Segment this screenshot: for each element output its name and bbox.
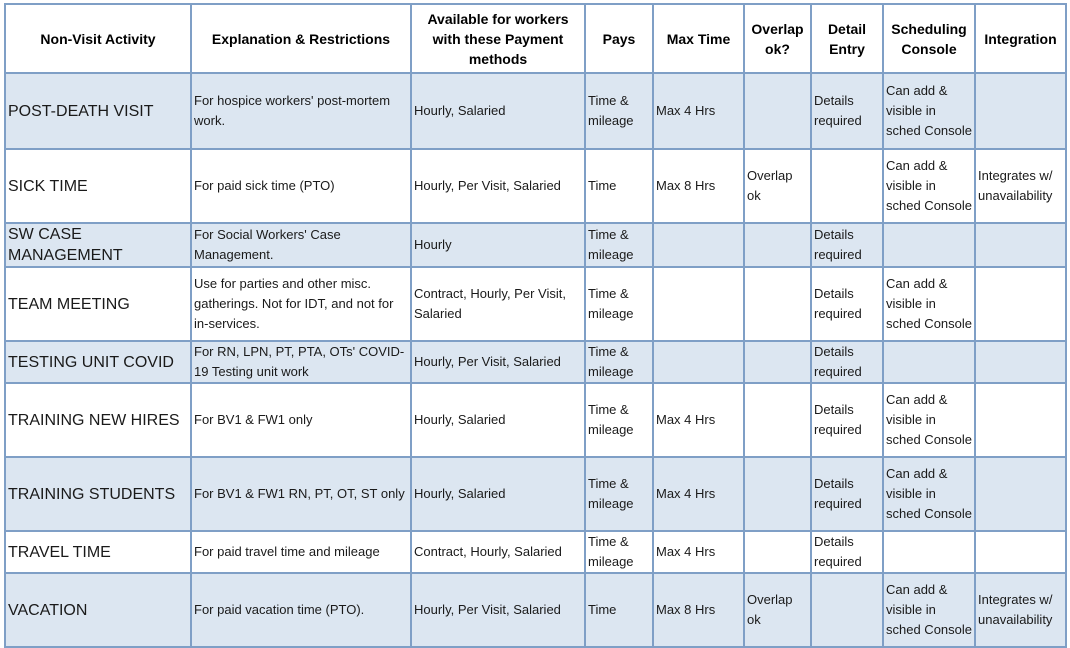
cell-activity: TEAM MEETING (5, 267, 191, 341)
cell-explanation: For BV1 & FW1 RN, PT, OT, ST only (191, 457, 411, 531)
cell-pays: Time & mileage (585, 457, 653, 531)
cell-pays: Time & mileage (585, 73, 653, 149)
cell-payment-methods: Hourly, Salaried (411, 383, 585, 457)
cell-overlap (744, 531, 811, 573)
cell-pays: Time & mileage (585, 383, 653, 457)
table-row (5, 223, 1066, 267)
header-pays: Pays (585, 4, 653, 73)
non-visit-activity-table (4, 3, 1067, 648)
cell-payment-methods: Hourly, Per Visit, Salaried (411, 573, 585, 647)
header-scheduling-console: Scheduling Console (883, 4, 975, 73)
cell-integration (975, 457, 1066, 531)
cell-pays: Time & mileage (585, 341, 653, 383)
table-row (5, 149, 1066, 223)
header-payment-methods: Available for workers with these Payment methods (411, 4, 585, 73)
cell-activity: TRAINING STUDENTS (5, 457, 191, 531)
cell-pays: Time (585, 149, 653, 223)
cell-payment-methods: Contract, Hourly, Per Visit, Salaried (411, 267, 585, 341)
table-row (5, 383, 1066, 457)
cell-overlap (744, 383, 811, 457)
cell-detail-entry: Details required (811, 223, 883, 267)
cell-scheduling-console: Can add & visible in sched Console (883, 149, 975, 223)
cell-activity: VACATION (5, 573, 191, 647)
cell-payment-methods: Hourly, Salaried (411, 73, 585, 149)
cell-integration (975, 341, 1066, 383)
cell-detail-entry: Details required (811, 341, 883, 383)
cell-integration: Integrates w/ unavailability (975, 149, 1066, 223)
cell-overlap: Overlap ok (744, 149, 811, 223)
cell-detail-entry: Details required (811, 267, 883, 341)
cell-pays: Time & mileage (585, 223, 653, 267)
cell-explanation: For BV1 & FW1 only (191, 383, 411, 457)
cell-activity: TRAVEL TIME (5, 531, 191, 573)
cell-integration (975, 73, 1066, 149)
cell-explanation: For paid travel time and mileage (191, 531, 411, 573)
cell-integration (975, 531, 1066, 573)
cell-explanation: For RN, LPN, PT, PTA, OTs' COVID-19 Testing unit work (191, 341, 411, 383)
cell-overlap (744, 341, 811, 383)
cell-detail-entry (811, 573, 883, 647)
cell-activity: TRAINING NEW HIRES (5, 383, 191, 457)
cell-overlap (744, 457, 811, 531)
cell-max-time: Max 8 Hrs (653, 149, 744, 223)
table-row (5, 73, 1066, 149)
cell-overlap (744, 223, 811, 267)
cell-pays: Time & mileage (585, 531, 653, 573)
table-row (5, 457, 1066, 531)
cell-scheduling-console: Can add & visible in sched Console (883, 383, 975, 457)
header-explanation: Explanation & Restrictions (191, 4, 411, 73)
cell-explanation: For hospice workers' post-mortem work. (191, 73, 411, 149)
cell-overlap: Overlap ok (744, 573, 811, 647)
cell-scheduling-console: Can add & visible in sched Console (883, 73, 975, 149)
cell-overlap (744, 267, 811, 341)
cell-explanation: For paid vacation time (PTO). (191, 573, 411, 647)
cell-explanation: Use for parties and other misc. gatherings. Not for IDT, and not for in-services. (191, 267, 411, 341)
cell-max-time (653, 341, 744, 383)
header-integration: Integration (975, 4, 1066, 73)
cell-detail-entry (811, 149, 883, 223)
cell-pays: Time & mileage (585, 267, 653, 341)
cell-integration (975, 223, 1066, 267)
header-max-time: Max Time (653, 4, 744, 73)
cell-payment-methods: Hourly, Per Visit, Salaried (411, 149, 585, 223)
cell-payment-methods: Hourly, Salaried (411, 457, 585, 531)
cell-explanation: For paid sick time (PTO) (191, 149, 411, 223)
header-activity: Non-Visit Activity (5, 4, 191, 73)
cell-activity: TESTING UNIT COVID (5, 341, 191, 383)
cell-payment-methods: Contract, Hourly, Salaried (411, 531, 585, 573)
table-row (5, 341, 1066, 383)
cell-activity: SW CASE MANAGEMENT (5, 223, 191, 267)
cell-scheduling-console (883, 341, 975, 383)
table-row (5, 531, 1066, 573)
cell-activity: SICK TIME (5, 149, 191, 223)
cell-max-time (653, 267, 744, 341)
cell-explanation: For Social Workers' Case Management. (191, 223, 411, 267)
cell-max-time: Max 4 Hrs (653, 73, 744, 149)
cell-overlap (744, 73, 811, 149)
cell-detail-entry: Details required (811, 73, 883, 149)
cell-detail-entry: Details required (811, 457, 883, 531)
cell-integration (975, 267, 1066, 341)
cell-max-time: Max 4 Hrs (653, 457, 744, 531)
cell-max-time (653, 223, 744, 267)
cell-payment-methods: Hourly (411, 223, 585, 267)
cell-scheduling-console (883, 223, 975, 267)
cell-activity: POST-DEATH VISIT (5, 73, 191, 149)
table-row (5, 267, 1066, 341)
header-overlap: Overlap ok? (744, 4, 811, 73)
cell-max-time: Max 4 Hrs (653, 383, 744, 457)
cell-scheduling-console (883, 531, 975, 573)
cell-scheduling-console: Can add & visible in sched Console (883, 267, 975, 341)
cell-max-time: Max 4 Hrs (653, 531, 744, 573)
cell-integration (975, 383, 1066, 457)
cell-detail-entry: Details required (811, 383, 883, 457)
cell-max-time: Max 8 Hrs (653, 573, 744, 647)
cell-scheduling-console: Can add & visible in sched Console (883, 573, 975, 647)
header-detail-entry: Detail Entry (811, 4, 883, 73)
cell-integration: Integrates w/ unavailability (975, 573, 1066, 647)
cell-scheduling-console: Can add & visible in sched Console (883, 457, 975, 531)
table-row (5, 573, 1066, 647)
cell-detail-entry: Details required (811, 531, 883, 573)
cell-payment-methods: Hourly, Per Visit, Salaried (411, 341, 585, 383)
cell-pays: Time (585, 573, 653, 647)
header-row (5, 4, 1066, 73)
